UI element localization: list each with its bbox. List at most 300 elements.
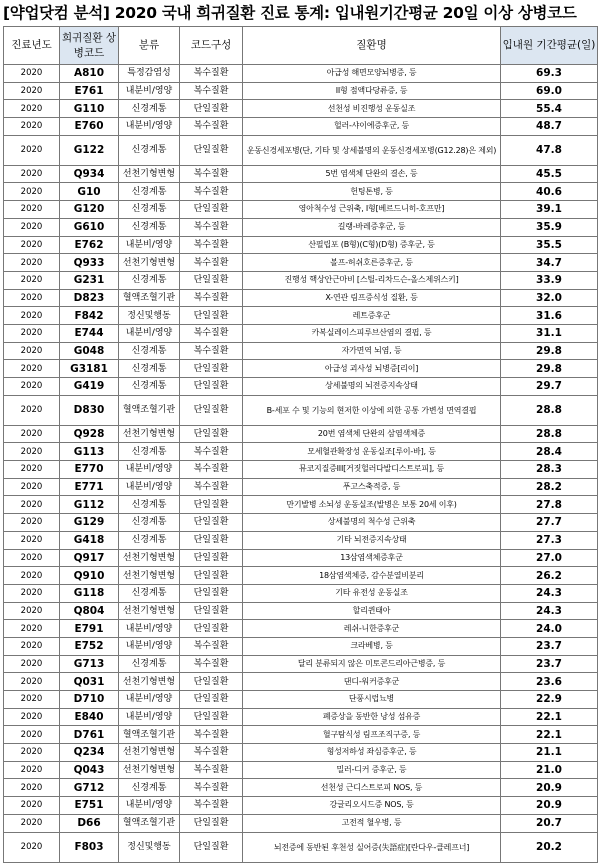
cell-code-type: 복수질환 (180, 726, 243, 744)
cell-category: 내분비/영양 (119, 82, 180, 100)
cell-days: 28.2 (501, 478, 598, 496)
cell-year: 2020 (4, 531, 60, 549)
cell-code: G112 (60, 496, 119, 514)
cell-year: 2020 (4, 201, 60, 219)
cell-days: 23.7 (501, 655, 598, 673)
cell-code: G713 (60, 655, 119, 673)
cell-code-type: 단일질환 (180, 360, 243, 378)
table-row (4, 797, 598, 815)
header-category: 분류 (119, 27, 180, 65)
cell-code-type: 단일질환 (180, 395, 243, 425)
cell-year: 2020 (4, 100, 60, 118)
table-row (4, 708, 598, 726)
cell-code-type: 단일질환 (180, 378, 243, 396)
table-row (4, 478, 598, 496)
cell-days: 32.0 (501, 289, 598, 307)
cell-code: E751 (60, 797, 119, 815)
cell-code-type: 단일질환 (180, 496, 243, 514)
cell-category: 신경계통 (119, 271, 180, 289)
cell-category: 혈액조혈기관 (119, 289, 180, 307)
cell-disease: X-연관 림프증식성 질환, 등 (243, 289, 501, 307)
table-row (4, 744, 598, 762)
cell-days: 21.0 (501, 761, 598, 779)
cell-code-type: 단일질환 (180, 814, 243, 832)
table-row (4, 201, 598, 219)
cell-days: 28.4 (501, 443, 598, 461)
cell-disease: 푸고스축적증, 등 (243, 478, 501, 496)
cell-year: 2020 (4, 289, 60, 307)
table-row (4, 691, 598, 709)
cell-disease: 뮤코지질증III[거짓헐러다발디스트로피], 등 (243, 461, 501, 479)
cell-year: 2020 (4, 797, 60, 815)
cell-category: 선천기형변형 (119, 744, 180, 762)
cell-code: E761 (60, 82, 119, 100)
cell-days: 27.8 (501, 496, 598, 514)
cell-category: 내분비/영양 (119, 620, 180, 638)
cell-code-type: 복수질환 (180, 779, 243, 797)
table-row (4, 360, 598, 378)
cell-year: 2020 (4, 183, 60, 201)
cell-category: 정신및행동 (119, 832, 180, 862)
cell-disease: B-세포 수 및 기능의 현저한 이상에 의한 공통 가변성 면역결핍 (243, 395, 501, 425)
cell-category: 신경계통 (119, 100, 180, 118)
cell-disease: 강글리오시드증 NOS, 등 (243, 797, 501, 815)
table-row (4, 549, 598, 567)
table-row (4, 496, 598, 514)
cell-code-type: 단일질환 (180, 832, 243, 862)
cell-year: 2020 (4, 443, 60, 461)
cell-code-type: 단일질환 (180, 531, 243, 549)
cell-code: Q933 (60, 254, 119, 272)
cell-disease: 자가면역 뇌염, 등 (243, 342, 501, 360)
cell-code-type: 복수질환 (180, 655, 243, 673)
cell-code-type: 단일질환 (180, 673, 243, 691)
cell-disease: 단풍시럽뇨병 (243, 691, 501, 709)
cell-category: 신경계통 (119, 201, 180, 219)
table-row (4, 461, 598, 479)
cell-code-type: 복수질환 (180, 289, 243, 307)
cell-code: Q804 (60, 602, 119, 620)
table-row (4, 307, 598, 325)
cell-days: 20.7 (501, 814, 598, 832)
cell-code: E760 (60, 118, 119, 136)
cell-code: Q031 (60, 673, 119, 691)
cell-days: 29.8 (501, 342, 598, 360)
cell-disease: 아급성 해면모양뇌병증, 등 (243, 65, 501, 83)
cell-code-type: 복수질환 (180, 342, 243, 360)
cell-year: 2020 (4, 378, 60, 396)
cell-category: 신경계통 (119, 378, 180, 396)
cell-days: 22.1 (501, 708, 598, 726)
cell-disease: 기타 유전성 운동실조 (243, 584, 501, 602)
cell-code: G418 (60, 531, 119, 549)
cell-code: Q234 (60, 744, 119, 762)
table-row (4, 100, 598, 118)
cell-days: 27.7 (501, 514, 598, 532)
cell-category: 선천기형변형 (119, 254, 180, 272)
cell-year: 2020 (4, 271, 60, 289)
cell-days: 23.7 (501, 637, 598, 655)
cell-code: Q917 (60, 549, 119, 567)
cell-code-type: 복수질환 (180, 761, 243, 779)
cell-code-type: 단일질환 (180, 135, 243, 165)
cell-disease: 댄디-워커증후군 (243, 673, 501, 691)
cell-year: 2020 (4, 118, 60, 136)
cell-disease: 선천성 비진행성 운동실조 (243, 100, 501, 118)
cell-year: 2020 (4, 584, 60, 602)
cell-year: 2020 (4, 395, 60, 425)
cell-disease: 뇌전증에 동반된 후천성 실어증(失語症)[란다우-클레프너] (243, 832, 501, 862)
cell-year: 2020 (4, 637, 60, 655)
cell-days: 29.7 (501, 378, 598, 396)
cell-days: 69.3 (501, 65, 598, 83)
cell-disease: 폐증상을 동반한 낭성 섬유증 (243, 708, 501, 726)
cell-code-type: 복수질환 (180, 82, 243, 100)
cell-days: 34.7 (501, 254, 598, 272)
cell-code: Q928 (60, 425, 119, 443)
cell-code-type: 단일질환 (180, 549, 243, 567)
page-title: [약업닷컴 분석] 2020 국내 희귀질환 진료 통계: 입내원기간평균 20일 이상 상병코드 (3, 4, 577, 22)
cell-days: 24.3 (501, 602, 598, 620)
cell-code: Q934 (60, 165, 119, 183)
cell-disease: 헌팅톤병, 등 (243, 183, 501, 201)
table-row (4, 514, 598, 532)
cell-category: 신경계통 (119, 514, 180, 532)
cell-disease: 헐러-샤이에증후군, 등 (243, 118, 501, 136)
cell-category: 선천기형변형 (119, 165, 180, 183)
cell-days: 22.9 (501, 691, 598, 709)
cell-disease: 카복실레이스피루브산염의 결핍, 등 (243, 324, 501, 342)
cell-year: 2020 (4, 324, 60, 342)
cell-disease: 13삼염색체증후군 (243, 549, 501, 567)
cell-days: 20.2 (501, 832, 598, 862)
cell-code: G419 (60, 378, 119, 396)
cell-year: 2020 (4, 814, 60, 832)
cell-category: 내분비/영양 (119, 236, 180, 254)
cell-category: 정신및행동 (119, 307, 180, 325)
cell-code: E752 (60, 637, 119, 655)
cell-category: 신경계통 (119, 779, 180, 797)
table-row (4, 602, 598, 620)
cell-code: G048 (60, 342, 119, 360)
cell-code: G118 (60, 584, 119, 602)
cell-year: 2020 (4, 779, 60, 797)
cell-disease: 볼프-허쉬호른증후군, 등 (243, 254, 501, 272)
cell-category: 선천기형변형 (119, 673, 180, 691)
cell-year: 2020 (4, 673, 60, 691)
cell-category: 신경계통 (119, 342, 180, 360)
cell-code: E840 (60, 708, 119, 726)
cell-code-type: 복수질환 (180, 254, 243, 272)
cell-code-type: 복수질환 (180, 797, 243, 815)
cell-code: G113 (60, 443, 119, 461)
table-row (4, 779, 598, 797)
disease-table (3, 26, 598, 863)
cell-code-type: 복수질환 (180, 744, 243, 762)
cell-category: 신경계통 (119, 531, 180, 549)
cell-category: 내분비/영양 (119, 637, 180, 655)
cell-days: 27.0 (501, 549, 598, 567)
cell-category: 선천기형변형 (119, 567, 180, 585)
cell-days: 47.8 (501, 135, 598, 165)
cell-year: 2020 (4, 514, 60, 532)
cell-year: 2020 (4, 708, 60, 726)
cell-code: G10 (60, 183, 119, 201)
header-code-type: 코드구성 (180, 27, 243, 65)
cell-category: 내분비/영양 (119, 797, 180, 815)
cell-code-type: 복수질환 (180, 461, 243, 479)
cell-category: 신경계통 (119, 360, 180, 378)
table-row (4, 832, 598, 862)
cell-disease: 선천성 근디스트로피 NOS, 등 (243, 779, 501, 797)
cell-year: 2020 (4, 496, 60, 514)
table-row (4, 531, 598, 549)
cell-disease: II형 점액다당류증, 등 (243, 82, 501, 100)
cell-year: 2020 (4, 726, 60, 744)
cell-code-type: 복수질환 (180, 236, 243, 254)
cell-code-type: 단일질환 (180, 425, 243, 443)
cell-code: E791 (60, 620, 119, 638)
cell-disease: 영아척수성 근위축, I형[베르드니히-호프만] (243, 201, 501, 219)
cell-code: E771 (60, 478, 119, 496)
cell-days: 28.8 (501, 425, 598, 443)
cell-code-type: 단일질환 (180, 708, 243, 726)
cell-year: 2020 (4, 254, 60, 272)
cell-category: 선천기형변형 (119, 425, 180, 443)
cell-category: 신경계통 (119, 496, 180, 514)
cell-code-type: 단일질환 (180, 620, 243, 638)
cell-disease: 18삼염색체증, 감수분열비분리 (243, 567, 501, 585)
cell-code: G122 (60, 135, 119, 165)
header-row (4, 27, 598, 65)
table-row (4, 655, 598, 673)
cell-days: 45.5 (501, 165, 598, 183)
table-row (4, 324, 598, 342)
cell-code: D66 (60, 814, 119, 832)
cell-days: 29.8 (501, 360, 598, 378)
cell-category: 선천기형변형 (119, 549, 180, 567)
cell-disease: 운동신경세포병(단, 기타 및 상세불명의 운동신경세포병(G12.28)은 제외) (243, 135, 501, 165)
cell-code-type: 복수질환 (180, 65, 243, 83)
table-row (4, 443, 598, 461)
cell-code: F842 (60, 307, 119, 325)
table-row (4, 637, 598, 655)
cell-code: E744 (60, 324, 119, 342)
table-row (4, 82, 598, 100)
table-row (4, 165, 598, 183)
cell-days: 48.7 (501, 118, 598, 136)
cell-disease: 산필립포 (B형)(C형)(D형) 증후군, 등 (243, 236, 501, 254)
cell-code: D823 (60, 289, 119, 307)
cell-category: 선천기형변형 (119, 602, 180, 620)
cell-disease: 5번 염색체 단완의 결손, 등 (243, 165, 501, 183)
table-row (4, 289, 598, 307)
header-year: 진료년도 (4, 27, 60, 65)
cell-year: 2020 (4, 65, 60, 83)
cell-year: 2020 (4, 832, 60, 862)
header-code: 희귀질환 상병코드 (60, 27, 119, 65)
cell-code-type: 단일질환 (180, 307, 243, 325)
cell-disease: 크라베병, 등 (243, 637, 501, 655)
cell-year: 2020 (4, 744, 60, 762)
cell-year: 2020 (4, 218, 60, 236)
cell-disease: 만기발병 소뇌성 운동실조(발병은 보통 20세 이후) (243, 496, 501, 514)
cell-days: 31.6 (501, 307, 598, 325)
table-row (4, 584, 598, 602)
cell-category: 신경계통 (119, 443, 180, 461)
table-row (4, 425, 598, 443)
cell-disease: 모세혈관확장성 운동실조[루이-바], 등 (243, 443, 501, 461)
cell-year: 2020 (4, 461, 60, 479)
cell-disease: 상세불명의 뇌전증지속상태 (243, 378, 501, 396)
cell-days: 39.1 (501, 201, 598, 219)
cell-category: 내분비/영양 (119, 478, 180, 496)
cell-days: 31.1 (501, 324, 598, 342)
cell-days: 20.9 (501, 779, 598, 797)
cell-days: 20.9 (501, 797, 598, 815)
cell-category: 신경계통 (119, 584, 180, 602)
cell-category: 내분비/영양 (119, 118, 180, 136)
cell-disease: 할리퀸태아 (243, 602, 501, 620)
cell-year: 2020 (4, 165, 60, 183)
cell-disease: 밀러-디커 증후군, 등 (243, 761, 501, 779)
table-row (4, 183, 598, 201)
cell-year: 2020 (4, 478, 60, 496)
cell-code-type: 복수질환 (180, 478, 243, 496)
table-row (4, 236, 598, 254)
cell-code-type: 단일질환 (180, 201, 243, 219)
table-row (4, 135, 598, 165)
cell-year: 2020 (4, 342, 60, 360)
cell-days: 24.3 (501, 584, 598, 602)
cell-category: 신경계통 (119, 655, 180, 673)
cell-year: 2020 (4, 307, 60, 325)
table-row (4, 814, 598, 832)
cell-category: 신경계통 (119, 218, 180, 236)
cell-disease: 아급성 괴사성 뇌병증[리이] (243, 360, 501, 378)
cell-year: 2020 (4, 620, 60, 638)
cell-year: 2020 (4, 567, 60, 585)
cell-code: D830 (60, 395, 119, 425)
cell-disease: 상세불명의 척수성 근위축 (243, 514, 501, 532)
cell-code: Q043 (60, 761, 119, 779)
cell-days: 27.3 (501, 531, 598, 549)
cell-days: 69.0 (501, 82, 598, 100)
cell-code-type: 단일질환 (180, 271, 243, 289)
cell-days: 23.6 (501, 673, 598, 691)
cell-disease: 레쉬-니한증후군 (243, 620, 501, 638)
table-row (4, 342, 598, 360)
cell-code-type: 복수질환 (180, 165, 243, 183)
cell-year: 2020 (4, 602, 60, 620)
table-row (4, 395, 598, 425)
table-row (4, 620, 598, 638)
table-row (4, 567, 598, 585)
cell-disease: 진행성 핵상안근마비 [스틸-리차드슨-올스제위스키] (243, 271, 501, 289)
cell-category: 내분비/영양 (119, 461, 180, 479)
cell-disease: 길랭-바레증후군, 등 (243, 218, 501, 236)
cell-code: G712 (60, 779, 119, 797)
cell-code: G3181 (60, 360, 119, 378)
cell-disease: 혈구탐식성 림프조직구증, 등 (243, 726, 501, 744)
cell-code: G610 (60, 218, 119, 236)
cell-code-type: 복수질환 (180, 183, 243, 201)
cell-days: 24.0 (501, 620, 598, 638)
cell-code-type: 단일질환 (180, 584, 243, 602)
cell-days: 40.6 (501, 183, 598, 201)
cell-disease: 고전적 혈우병, 등 (243, 814, 501, 832)
cell-days: 35.5 (501, 236, 598, 254)
cell-year: 2020 (4, 425, 60, 443)
cell-disease: 레트증후군 (243, 307, 501, 325)
table-row (4, 761, 598, 779)
cell-year: 2020 (4, 236, 60, 254)
cell-category: 특정감염성 (119, 65, 180, 83)
cell-category: 내분비/영양 (119, 708, 180, 726)
cell-category: 신경계통 (119, 135, 180, 165)
cell-category: 내분비/영양 (119, 691, 180, 709)
cell-disease: 20번 염색체 단완의 삼염색체증 (243, 425, 501, 443)
table-row (4, 726, 598, 744)
cell-code: D761 (60, 726, 119, 744)
cell-code: G231 (60, 271, 119, 289)
cell-code-type: 단일질환 (180, 100, 243, 118)
cell-code-type: 복수질환 (180, 637, 243, 655)
header-days: 입내원 기간평균(일) (501, 27, 598, 65)
cell-days: 22.1 (501, 726, 598, 744)
cell-days: 21.1 (501, 744, 598, 762)
cell-code: A810 (60, 65, 119, 83)
cell-year: 2020 (4, 549, 60, 567)
cell-disease: 기타 뇌전증지속상태 (243, 531, 501, 549)
table-row (4, 218, 598, 236)
cell-days: 33.9 (501, 271, 598, 289)
cell-category: 혈액조혈기관 (119, 814, 180, 832)
cell-days: 28.8 (501, 395, 598, 425)
cell-code: G120 (60, 201, 119, 219)
cell-code: D710 (60, 691, 119, 709)
cell-year: 2020 (4, 135, 60, 165)
cell-year: 2020 (4, 761, 60, 779)
cell-category: 신경계통 (119, 183, 180, 201)
cell-disease: 달리 분류되지 않은 미토콘드리아근병증, 등 (243, 655, 501, 673)
cell-category: 선천기형변형 (119, 761, 180, 779)
cell-year: 2020 (4, 360, 60, 378)
cell-code: F803 (60, 832, 119, 862)
cell-category: 내분비/영양 (119, 324, 180, 342)
cell-year: 2020 (4, 691, 60, 709)
table-row (4, 65, 598, 83)
cell-code-type: 복수질환 (180, 443, 243, 461)
cell-code: Q910 (60, 567, 119, 585)
cell-code-type: 단일질환 (180, 691, 243, 709)
cell-code: E762 (60, 236, 119, 254)
cell-code-type: 단일질환 (180, 602, 243, 620)
table-row (4, 254, 598, 272)
cell-code-type: 단일질환 (180, 514, 243, 532)
cell-days: 26.2 (501, 567, 598, 585)
cell-code-type: 복수질환 (180, 324, 243, 342)
cell-disease: 형성저하성 좌심증후군, 등 (243, 744, 501, 762)
cell-year: 2020 (4, 655, 60, 673)
cell-code-type: 복수질환 (180, 118, 243, 136)
table-row (4, 378, 598, 396)
cell-category: 혈액조혈기관 (119, 726, 180, 744)
cell-code: G129 (60, 514, 119, 532)
table-row (4, 118, 598, 136)
cell-days: 55.4 (501, 100, 598, 118)
cell-days: 28.3 (501, 461, 598, 479)
